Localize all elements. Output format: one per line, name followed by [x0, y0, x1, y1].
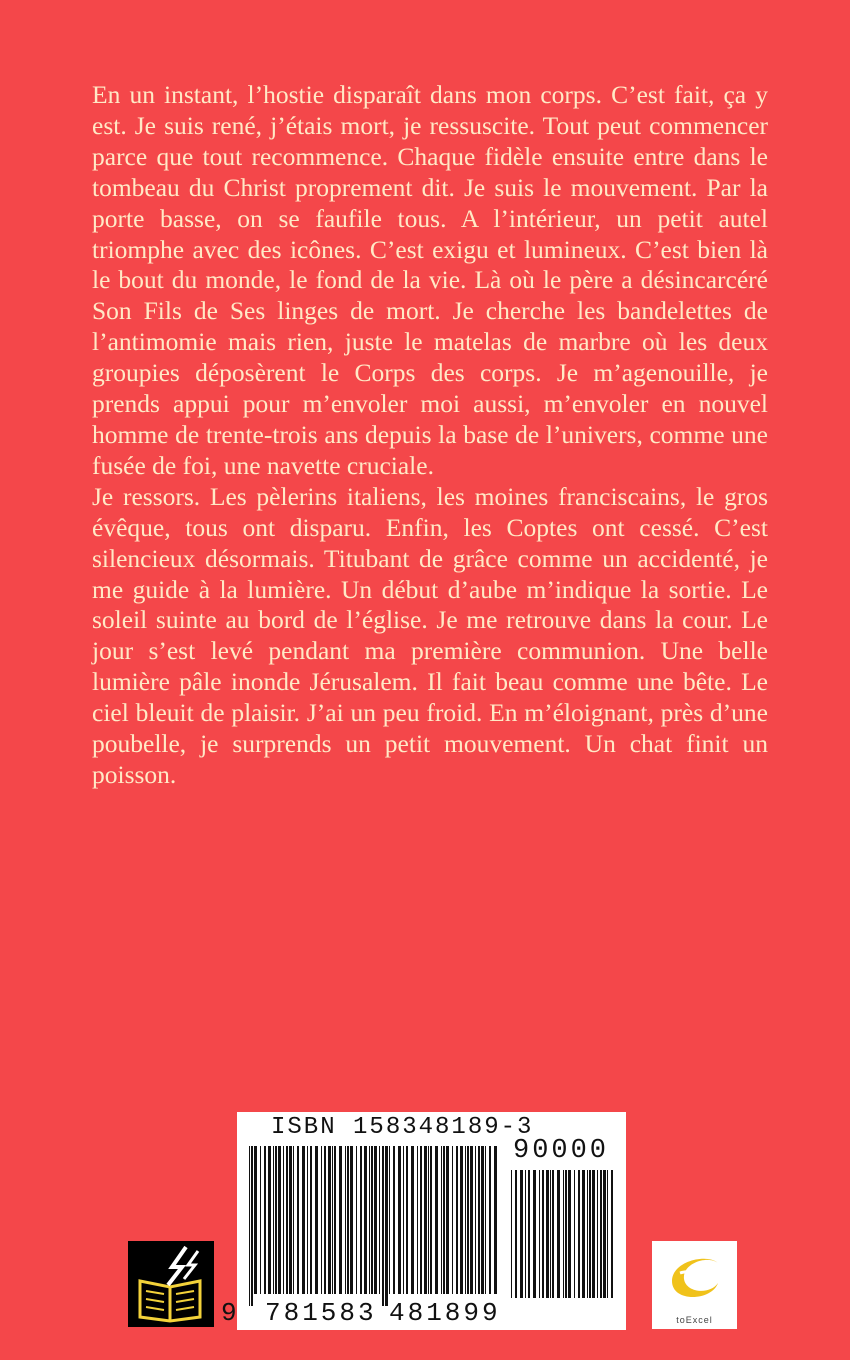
barcode-bar — [520, 1170, 523, 1298]
barcode-bar — [557, 1170, 560, 1298]
barcode-bar — [481, 1146, 484, 1294]
toexcel-logo — [652, 1241, 737, 1329]
barcode-bar — [446, 1146, 449, 1294]
barcode-bar — [546, 1170, 549, 1298]
barcode-bar — [393, 1146, 395, 1294]
barcode-bar — [251, 1146, 253, 1306]
barcode-bar — [389, 1146, 390, 1294]
barcode-bar — [587, 1170, 588, 1298]
barcode-bar — [260, 1146, 261, 1294]
paragraph-2: Je ressors. Les pèlerins italiens, les moines franciscains, le gros évêque, tous ont disparu. Enfin, les Coptes ont cessé. C’est silencieux désormais. Titubant de grâce comme un accidenté, je me guide à la lumière. Un début d’aube m’indique la sortie. Le soleil suinte au bord de l’église. Je me retrouve dans la cour. Le jour s’est levé pendant ma première communion. Une belle lumière pâle inonde Jérusalem. Il fait beau comme une bête. Le ciel bleuit de plaisir. J’ai un peu froid. En m’éloignant, près d’une poubelle, je surprends un petit mouvement. Un chat finit un poisson. — [92, 481, 768, 789]
publisher-name: toExcel — [676, 1315, 713, 1325]
barcode-bar — [452, 1146, 453, 1294]
barcode-bar — [398, 1146, 401, 1294]
barcode-bar — [582, 1170, 585, 1298]
barcode-bar — [552, 1170, 554, 1298]
addon-barcode-bars — [511, 1170, 617, 1310]
barcode-bar — [345, 1146, 346, 1294]
barcode-bar — [443, 1146, 445, 1294]
barcode-bar — [485, 1146, 486, 1294]
barcode-bar — [369, 1146, 370, 1294]
barcode-bar — [489, 1146, 491, 1294]
barcode-bar — [302, 1146, 305, 1294]
barcode-bar — [328, 1146, 331, 1294]
barcode-bar — [417, 1146, 418, 1294]
barcode-bar — [324, 1146, 326, 1294]
barcode-bar — [268, 1146, 271, 1294]
barcode-bar — [528, 1170, 530, 1298]
barcode-bar — [264, 1146, 266, 1294]
barcode-bar — [297, 1146, 299, 1294]
book-lightning-logo — [128, 1241, 214, 1327]
barcode-bar — [475, 1146, 476, 1294]
barcode-bar — [293, 1146, 294, 1294]
back-cover-text — [92, 80, 768, 791]
barcode-bar — [550, 1170, 551, 1298]
barcode-bar — [603, 1170, 606, 1298]
barcode-bar — [456, 1146, 458, 1294]
ean-first-digit: 9 — [221, 1298, 237, 1328]
barcode-bar — [565, 1170, 567, 1298]
barcode-bar — [334, 1146, 336, 1294]
barcode-bar — [589, 1170, 591, 1298]
barcode-bar — [374, 1146, 377, 1294]
barcode-bar — [542, 1170, 544, 1298]
swirl-logo-icon — [652, 1241, 737, 1311]
barcode-bar — [525, 1170, 526, 1298]
barcode-bar — [332, 1146, 333, 1294]
barcode-bar — [339, 1146, 342, 1294]
barcode-bar — [430, 1146, 432, 1294]
isbn-barcode — [221, 1112, 626, 1330]
barcode-bar — [578, 1170, 580, 1298]
barcode-bar — [478, 1146, 480, 1294]
barcode-bar — [273, 1146, 274, 1294]
ean-right-group: 481899 — [389, 1298, 501, 1328]
barcode-bar — [435, 1146, 438, 1294]
barcode-bar — [356, 1146, 357, 1294]
barcode-bar — [460, 1146, 463, 1294]
barcode-bar — [249, 1146, 250, 1306]
barcode-bar — [403, 1146, 404, 1294]
barcode-bar — [428, 1146, 429, 1294]
barcode-bar — [289, 1146, 292, 1294]
barcode-bar — [347, 1146, 349, 1294]
barcode-bar — [424, 1146, 427, 1294]
barcode-bar — [350, 1146, 353, 1294]
paragraph-1: En un instant, l’hostie disparaît dans mon corps. C’est fait, ça y est. Je suis rené, j’étais mort, je ressuscite. Tout peut commencer parce que tout recommence. Chaque fidèle ensuite entre dans le tombeau du Christ proprement dit. Je suis le mouvement. Par la porte basse, on se faufile tous. A l’intérieur, un petit autel triomphe avec des icônes. C’est exigu et lumineux. C’est bien là le bout du monde, le fond de la vie. Là où le père a désincarcéré Son Fils de Ses linges de mort. Je cherche les bandelettes de l’antimomie mais rien, juste le matelas de marbre où les deux groupies déposèrent le Corps des corps. Je m’agenouille, je prends appui pour m’envoler moi aussi, m’envoler en nouvel homme de trente-trois ans depuis la base de l’univers, comme une fusée de foi, une navette cruciale. — [92, 80, 768, 480]
barcode-bar — [411, 1146, 414, 1294]
barcode-bar — [470, 1146, 473, 1294]
barcode-bar — [254, 1146, 257, 1294]
barcode-bar — [600, 1170, 602, 1298]
barcode-bar — [611, 1170, 613, 1298]
barcode-bar — [286, 1146, 288, 1294]
ean-barcode-bars — [249, 1146, 499, 1306]
price-addon-digits: 90000 — [513, 1136, 610, 1166]
barcode-bar — [563, 1170, 564, 1298]
barcode-bar — [574, 1170, 575, 1298]
barcode-bar — [382, 1146, 384, 1306]
open-book-lightning-icon — [128, 1241, 214, 1327]
barcode-bar — [420, 1146, 422, 1294]
barcode-bar — [315, 1146, 318, 1294]
barcode-bar — [465, 1146, 466, 1294]
barcode-bar — [385, 1146, 388, 1306]
ean-left-group: 781583 — [265, 1298, 377, 1328]
barcode-bar — [278, 1146, 281, 1294]
barcode-bar — [283, 1146, 284, 1294]
barcode-bar — [364, 1146, 367, 1294]
barcode-bar — [494, 1146, 497, 1294]
barcode-bar — [321, 1146, 322, 1294]
barcode-bar — [539, 1170, 540, 1298]
barcode-bar — [441, 1146, 442, 1294]
barcode-bar — [511, 1170, 512, 1298]
barcode-bar — [607, 1170, 608, 1298]
barcode-bar — [307, 1146, 308, 1294]
barcode-bar — [592, 1170, 595, 1298]
isbn-label: ISBN 158348189-3 — [271, 1114, 534, 1141]
barcode-bar — [379, 1146, 380, 1294]
barcode-bar — [406, 1146, 408, 1294]
barcode-bar — [515, 1170, 517, 1298]
barcode-bar — [275, 1146, 277, 1294]
barcode-bar — [533, 1170, 536, 1298]
barcode-bar — [597, 1170, 598, 1298]
barcode-bar — [360, 1146, 362, 1294]
barcode-bar — [310, 1146, 312, 1294]
barcode-bar — [568, 1170, 571, 1298]
barcode-bar — [467, 1146, 469, 1294]
barcode-bar — [371, 1146, 373, 1294]
